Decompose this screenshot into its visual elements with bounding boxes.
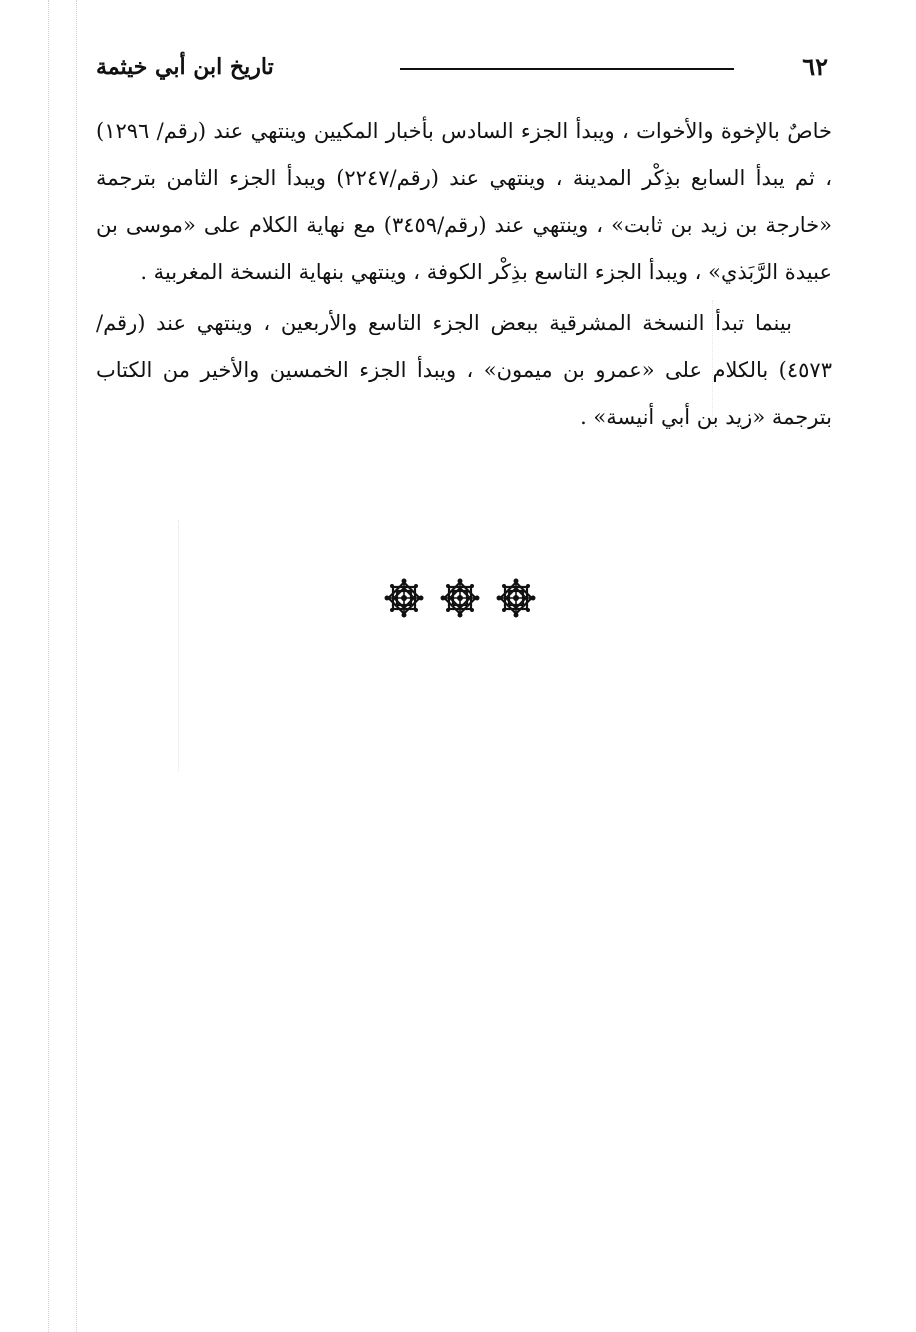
scan-edge-left — [48, 0, 49, 1332]
page-number: ٦٢ — [802, 52, 828, 81]
paragraph: بينما تبدأ النسخة المشرقية ببعض الجزء التاسع والأربعين ، وينتهي عند (رقم/ ٤٥٧٣) بالكلام على «عمرو بن ميمون» ، ويبدأ الجزء الخمسين والأخير من الكتاب بترجمة «زيد بن أبي أنيسة» . — [96, 311, 832, 429]
scan-edge-inner — [76, 0, 77, 1332]
running-title: تاريخ ابن أبي خيثمة — [96, 54, 274, 80]
paragraph: خاصٌ بالإخوة والأخوات ، ويبدأ الجزء السادس بأخبار المكيين وينتهي عند (رقم/ ١٢٩٦) ، ثم يبدأ السابع بذِكْر المدينة ، وينتهي عند (رقم/٢٢٤٧) ويبدأ الجزء الثامن بترجمة «خارجة بن زيد بن ثابت» ، وينتهي عند (رقم/٣٤٥٩) مع نهاية الكلام على «موسى بن عبيدة الرَّبَذي» ، ويبدأ الجزء التاسع بذِكْر الكوفة ، وينتهي بنهاية النسخة المغربية . — [96, 119, 832, 284]
star-ornament-icon — [496, 578, 536, 618]
header-rule — [400, 68, 734, 70]
body-text — [96, 108, 832, 445]
section-divider-ornaments — [384, 578, 536, 618]
scan-artifact — [178, 520, 179, 772]
star-ornament-icon — [384, 578, 424, 618]
star-ornament-icon — [440, 578, 480, 618]
page-header — [96, 46, 828, 88]
